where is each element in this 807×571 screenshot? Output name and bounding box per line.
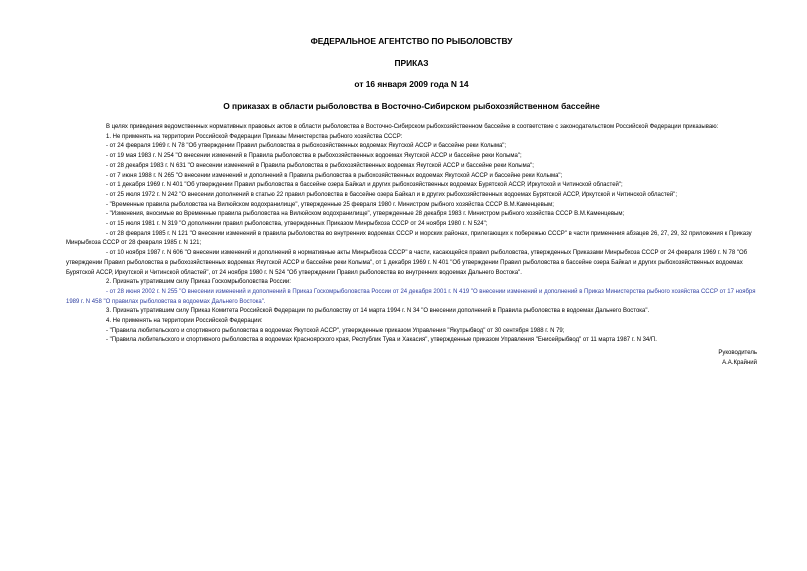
doc-body [66,123,757,369]
list-item: - от 28 декабря 1983 г. N 631 "О внесении изменений в Правила рыболовства в рыбохозяйственных водоемах Якутской АССР и бассейне реки Колыма"; [106,162,534,169]
list-item: - "Правила любительского и спортивного рыболовства в водоемах Красноярского края, Республик Тува и Хакасия", утвержденные приказом Управления "Енисейрыбвод" от 11 марта 1987 г. N 34/П. [106,337,657,344]
paragraph-3: 3. Признать утратившим силу Приказ Комитета Российской Федерации по рыболовству от 14 марта 1994 г. N 34 "О внесении дополнений в Правила рыболовства в водоемах Дальнего Востока". [106,308,650,315]
list-item: - от 24 февраля 1969 г. N 78 "Об утверждении Правил рыболовства в рыбохозяйственных водоемах Якутской АССР и бассейне реки Колыма"; [106,143,507,150]
list-item: - от 25 июля 1972 г. N 242 "О внесении дополнений в статью 22 правил рыболовства в бассейне озера Байкал и в других рыбохозяйственных водоемах Бурятской АССР, Иркутской и Читинской областей"; [106,191,677,198]
list-item: - от 10 ноября 1987 г. N 606 "О внесении изменений и дополнений в нормативные акты Минрыбхоза СССР" в части, касающейся правил рыболовства, утвержденных Приказами Минрыбхоза СССР от 24 февраля 1969 г. N 78 "Об утверждении Правил рыболовства в рыбохозяйственных водоемах Якутской АССР и бассейне реки Колыма", от 1 декабря 1969 г. N 401 "Об утверждении Правил рыболовства в бассейне озера Байкал и других рыбохозяйственных водоемах Бурятской АССР, Иркутской и Читинской областей", от 24 ноября 1980 г. N 524 "Об утверждении Правил рыболовства во внутренних водоемах Дальнего Востока". [66,250,748,276]
list-item: - от 19 мая 1983 г. N 254 "О внесении изменений в Правила рыболовства в рыбохозяйственных водоемах Якутской АССР и бассейне реки Колыма"; [106,153,522,160]
doc-date-number: от 16 января 2009 года N 14 [354,79,469,89]
linked-list-item[interactable]: - от 28 июня 2002 г. N 255 "О внесении изменений и дополнений в Приказ Госкомрыболовства России от 24 декабря 2001 г. N 419 "О внесении изменений и дополнений в Приказ Министерства рыбного хозяйства СССР от 17 ноября 1989 г. N 458 "О правилах рыболовства в водоемах Дальнего Востока". [66,288,756,305]
list-item: - от 1 декабря 1969 г. N 401 "Об утверждении Правил рыболовства в бассейне озера Байкал и других рыбохозяйственных водоемах Бурятской АССР, Иркутской и Читинской областей"; [106,182,623,189]
paragraph-4: 4. Не применять на территории Российской Федерации: [106,318,263,325]
intro-paragraph: В целях приведения ведомственных нормативных правовых актов в области рыболовства в Восточно-Сибирском рыбохозяйственном бассейне в соответствие с законодательством Российской Федерации приказываю: [106,124,719,130]
doc-title: О приказах в области рыболовства в Восточно-Сибирском рыбохозяйственном бассейне [223,101,600,111]
paragraph-2: 2. Признать утратившим силу Приказ Госкомрыболовства России: [106,279,291,286]
list-item: - от 7 июня 1988 г. N 265 "О внесении изменений и дополнений в Правила рыболовства в рыбохозяйственных водоемах Якутской АССР и бассейне реки Колыма"; [106,172,563,179]
agency-name: ФЕДЕРАЛЬНОЕ АГЕНТСТВО ПО РЫБОЛОВСТВУ [310,36,513,46]
list-item: - "Изменения, вносимые во Временные правила рыболовства на Вилюйском водохранилище", утвержденные 28 декабря 1983 г. Министром рыбного хозяйства СССР В.М.Каменцевым; [106,211,625,218]
list-item: - "Временные правила рыболовства на Вилюйском водохранилище", утвержденные 25 февраля 1980 г. Министром рыбного хозяйства СССР В.М.Каменцевым; [106,201,554,208]
list-item: - от 15 июля 1981 г. N 319 "О дополнении правил рыболовства, утвержденных Приказом Минрыбхоза СССР от 24 ноября 1980 г. N 524"; [106,221,488,228]
list-item: - "Правила любительского и спортивного рыболовства в водоемах Якутской АССР", утвержденные приказом Управления "Якутрыбвод" от 30 сентября 1988 г. N 79; [106,327,565,334]
paragraph-1: 1. Не применять на территории Российской Федерации Приказы Министерства рыбного хозяйства СССР: [106,133,403,140]
list-item: - от 28 февраля 1985 г. N 121 "О внесении изменений в правила рыболовства во внутренних водоемах СССР и морских районах, прилегающих к побережью СССР" в части применения абзацев 26, 27, 29, 32 приложения к Приказу Минрыбхоза СССР от 28 февраля 1985 г. N 121; [66,230,752,247]
doc-type: ПРИКАЗ [394,58,429,68]
signature-position: Руководитель [718,350,757,357]
signature-name: А.А.Крайний [722,359,757,366]
